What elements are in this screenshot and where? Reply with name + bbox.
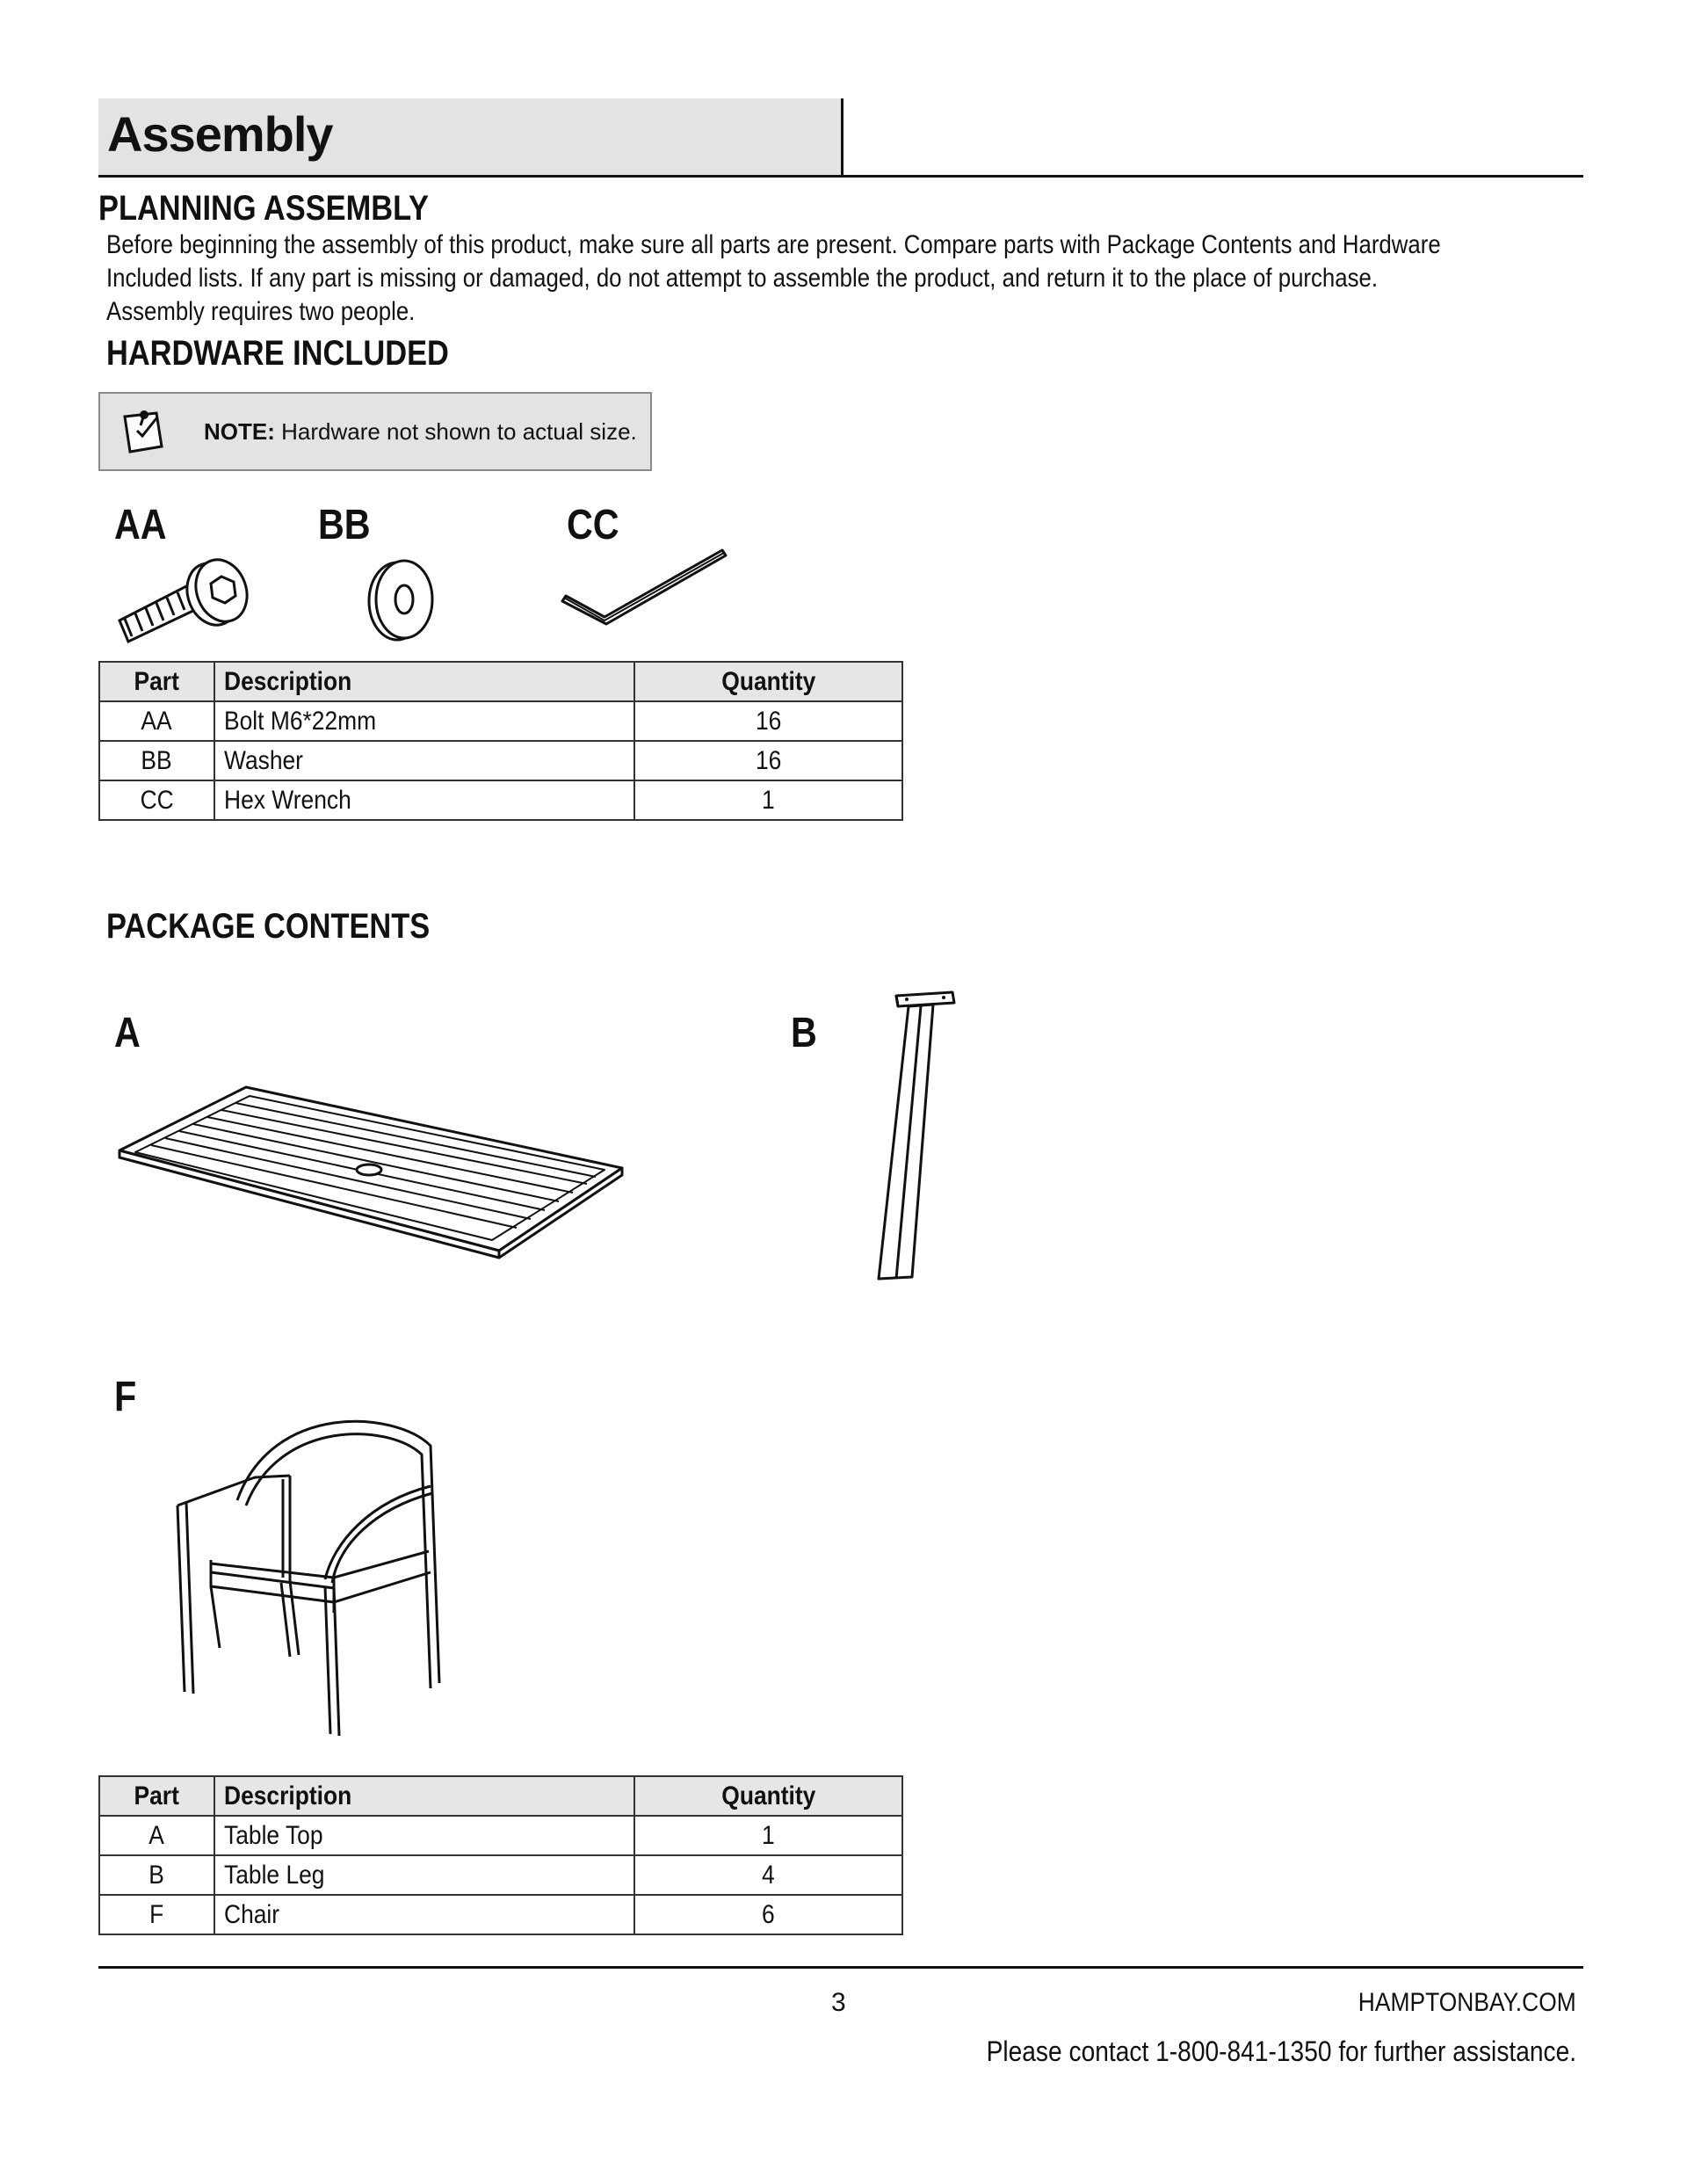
package-label-a: A: [114, 1010, 141, 1056]
cell-part: F: [99, 1895, 214, 1934]
hardware-label-cc: CC: [567, 502, 619, 548]
cell-description: Hex Wrench: [214, 780, 634, 820]
header-description: Description: [214, 1776, 634, 1816]
table-row: [99, 1895, 902, 1934]
cell-part: B: [99, 1855, 214, 1895]
planning-line: Included lists. If any part is missing or damaged, do not attempt to assemble the product, and return it to the place of purchase.: [106, 264, 1379, 293]
cell-description: Table Top: [214, 1816, 634, 1855]
note-label: NOTE:: [204, 418, 275, 445]
planning-line: Assembly requires two people.: [106, 297, 416, 326]
washer-icon: [358, 552, 446, 649]
cell-quantity: 6: [634, 1895, 902, 1934]
cell-quantity: 4: [634, 1855, 902, 1895]
planning-line: Before beginning the assembly of this product, make sure all parts are present. Compare parts with Package Contents and Hardware: [106, 230, 1441, 259]
table-top-illustration: [112, 1077, 631, 1261]
header-part: Part: [99, 662, 214, 701]
table-row: [99, 1855, 902, 1895]
hardware-table: [98, 661, 903, 821]
package-heading: PACKAGE CONTENTS: [106, 907, 431, 946]
cell-description: Bolt M6*22mm: [214, 701, 634, 741]
note-text: [204, 418, 637, 446]
table-row: [99, 780, 902, 820]
header-rule: [98, 175, 1583, 178]
planning-paragraph: [106, 229, 1527, 329]
package-label-f: F: [114, 1374, 137, 1420]
table-row: [99, 1816, 902, 1855]
page-number: 3: [831, 1988, 846, 2017]
contact-line: Please contact 1-800-841-1350 for further assistance.: [986, 2035, 1576, 2067]
footer-rule: [98, 1966, 1583, 1969]
hardware-heading: HARDWARE INCLUDED: [106, 334, 449, 373]
cell-quantity: 1: [634, 1816, 902, 1855]
hardware-label-bb: BB: [318, 502, 371, 548]
table-header-row: [99, 662, 902, 701]
cell-description: Chair: [214, 1895, 634, 1934]
header-part: Part: [99, 1776, 214, 1816]
cell-part: BB: [99, 741, 214, 780]
package-table: [98, 1775, 903, 1935]
table-row: [99, 741, 902, 780]
note-pad-icon: [118, 406, 170, 459]
table-row: [99, 701, 902, 741]
cell-quantity: 1: [634, 780, 902, 820]
cell-description: Washer: [214, 741, 634, 780]
cell-quantity: 16: [634, 741, 902, 780]
cell-quantity: 16: [634, 701, 902, 741]
note-box: [98, 392, 652, 471]
planning-heading: PLANNING ASSEMBLY: [98, 189, 429, 228]
hardware-label-aa: AA: [114, 502, 167, 548]
page-title: Assembly: [107, 106, 333, 162]
header-quantity: Quantity: [634, 662, 902, 701]
cell-part: CC: [99, 780, 214, 820]
header-quantity: Quantity: [634, 1776, 902, 1816]
header-divider: [841, 98, 844, 178]
cell-part: AA: [99, 701, 214, 741]
hex-wrench-icon: [554, 543, 738, 640]
bolt-icon: [105, 543, 264, 649]
website-link[interactable]: HAMPTONBAY.COM: [1358, 1988, 1576, 2017]
package-label-b: B: [791, 1010, 817, 1056]
note-body: Hardware not shown to actual size.: [274, 418, 637, 445]
chair-illustration: [167, 1411, 457, 1745]
table-leg-illustration: [861, 989, 967, 1288]
cell-part: A: [99, 1816, 214, 1855]
header-description: Description: [214, 662, 634, 701]
table-header-row: [99, 1776, 902, 1816]
cell-description: Table Leg: [214, 1855, 634, 1895]
